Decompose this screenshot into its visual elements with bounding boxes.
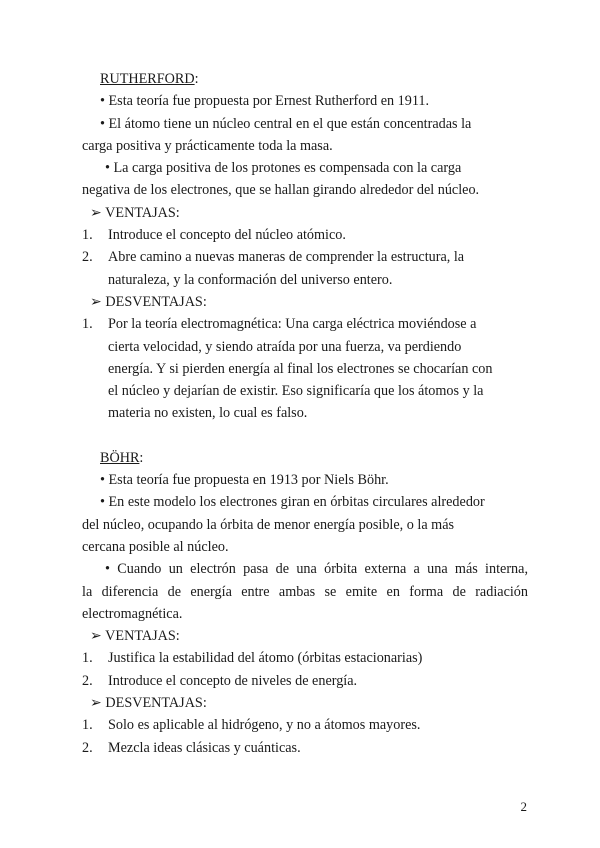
rutherford-bullet-3-line-2: negativa de los electrones, que se hallan girando alrededor del núcleo. [82, 182, 480, 199]
list-text-continued: naturaleza, y la conformación del universo entero. [108, 271, 393, 288]
list-number: 2. [82, 672, 93, 689]
bohr-bullet-3-line-2: la diferencia de energía entre ambas se emite en forma de radiación [82, 583, 528, 600]
bohr-bullet-2-line-1: • En este modelo los electrones giran en órbitas circulares alrededor [100, 494, 485, 511]
bohr-bullet-3-line-3: electromagnética. [82, 605, 183, 622]
rutherford-ventaja-1 [82, 224, 528, 246]
list-text: Abre camino a nuevas maneras de comprender la estructura, la [108, 249, 465, 266]
bohr-ventaja-2 [82, 670, 528, 692]
list-text: Introduce el concepto del núcleo atómico. [108, 227, 346, 244]
rutherford-desventajas-label: ➢ DESVENTAJAS: [90, 293, 207, 310]
bohr-ventaja-1 [82, 647, 528, 669]
list-text: Justifica la estabilidad del átomo (órbitas estacionarias) [108, 650, 423, 667]
bohr-bullet-2-line-2: del núcleo, ocupando la órbita de menor energía posible, o la más [82, 516, 455, 533]
rutherford-colon: : [194, 71, 199, 87]
list-number: 1. [82, 316, 93, 333]
list-text-continued: el núcleo y dejarían de existir. Eso significaría que los átomos y la [108, 383, 484, 400]
list-number: 1. [82, 650, 93, 667]
rutherford-bullet-3-line-1: • La carga positiva de los protones es compensada con la carga [105, 160, 462, 177]
list-text: Mezcla ideas clásicas y cuánticas. [108, 739, 301, 756]
list-text-continued: materia no existen, lo cual es falso. [108, 405, 308, 422]
bohr-bullet-1: • Esta teoría fue propuesta en 1913 por Niels Böhr. [100, 472, 389, 489]
bohr-desventajas-label: ➢ DESVENTAJAS: [90, 695, 207, 712]
page-content [82, 68, 528, 759]
rutherford-ventajas-label: ➢ VENTAJAS: [90, 204, 180, 221]
page-number: 2 [520, 799, 527, 814]
list-number: 2. [82, 249, 93, 266]
list-number: 2. [82, 739, 93, 756]
list-number: 1. [82, 227, 93, 244]
rutherford-heading [82, 68, 528, 90]
rutherford-title: RUTHERFORD [100, 71, 195, 87]
rutherford-ventaja-2 [82, 246, 528, 268]
bohr-desventaja-2 [82, 737, 528, 759]
bohr-colon: : [139, 449, 144, 466]
bohr-desventaja-1 [82, 714, 528, 736]
list-text-continued: cierta velocidad, y siendo atraída por una fuerza, va perdiendo [108, 338, 462, 355]
rutherford-bullet-2-line-2: carga positiva y prácticamente toda la masa. [82, 137, 333, 154]
bohr-heading [82, 447, 528, 469]
rutherford-bullet-1: • Esta teoría fue propuesta por Ernest Rutherford en 1911. [100, 93, 430, 110]
section-gap [82, 425, 528, 447]
rutherford-desventaja-1 [82, 313, 528, 335]
bohr-bullet-2-line-3: cercana posible al núcleo. [82, 538, 229, 555]
list-text: Introduce el concepto de niveles de energía. [108, 672, 358, 689]
bohr-title: BÖHR [100, 449, 140, 466]
list-text: Por la teoría electromagnética: Una carga eléctrica moviéndose a [108, 316, 477, 333]
bohr-bullet-3-line-1: • Cuando un electrón pasa de una órbita externa a una más interna, [105, 561, 528, 578]
list-text-continued: energía. Y si pierden energía al final los electrones se chocarían con [108, 360, 493, 377]
bohr-ventajas-label: ➢ VENTAJAS: [90, 628, 180, 645]
list-number: 1. [82, 717, 93, 734]
list-text: Solo es aplicable al hidrógeno, y no a átomos mayores. [108, 717, 421, 734]
rutherford-bullet-2-line-1: • El átomo tiene un núcleo central en el que están concentradas la [100, 115, 472, 132]
